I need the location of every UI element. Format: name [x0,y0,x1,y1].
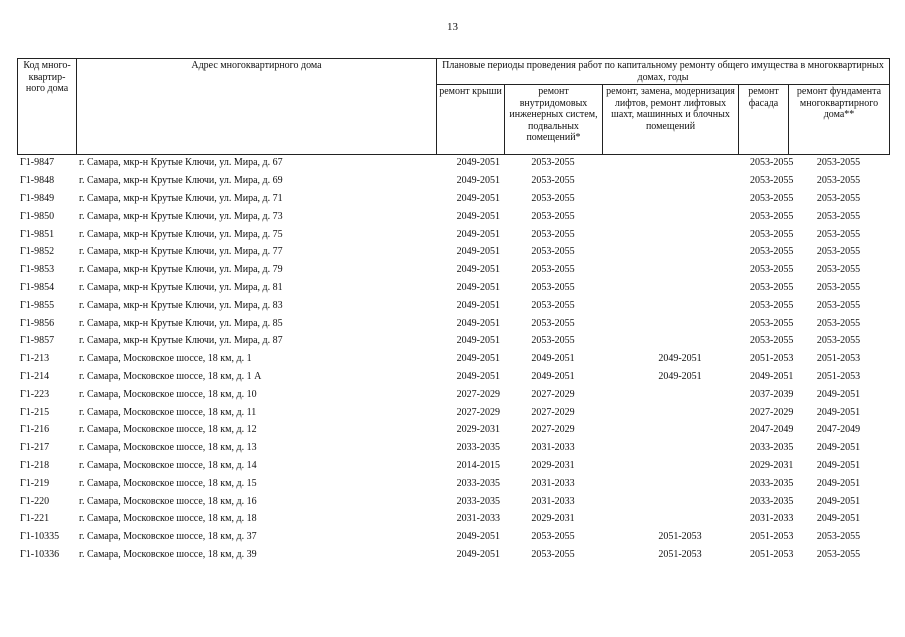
cell-facade: 2051-2053 [750,548,794,560]
cell-systems: 2027-2029 [531,424,575,436]
cell-foundation: 2053-2055 [816,175,861,187]
cell-code: Г1-9851 [20,228,55,240]
cell-systems: 2053-2055 [531,548,575,560]
cell-address: г. Самара, Московское шоссе, 18 км, д. 18 [79,513,257,525]
cell-lifts: 2049-2051 [658,370,702,382]
cell-code: Г1-215 [20,406,50,418]
cell-address: г. Самара, Московское шоссе, 18 км, д. 39 [79,548,257,560]
cell-facade: 2053-2055 [750,299,794,311]
table-row [17,439,889,457]
cell-roof: 2033-2035 [456,442,500,454]
cell-foundation: 2053-2055 [816,281,861,293]
table-row [17,457,889,475]
cell-roof: 2049-2051 [456,299,500,311]
cell-systems: 2031-2033 [531,495,575,507]
page-number: 13 [447,21,458,33]
cell-address: г. Самара, Московское шоссе, 18 км, д. 12 [79,424,257,436]
header-address: Адрес многоквартирного дома [76,58,437,155]
cell-facade: 2027-2029 [750,406,794,418]
header-facade: ремонт фасада [738,84,789,155]
table-row [17,154,889,172]
cell-code: Г1-9855 [20,299,55,311]
header-foundation: ремонт фундамента многоквартирного дома** [788,84,890,155]
cell-facade: 2033-2035 [750,495,794,507]
cell-roof: 2049-2051 [456,317,500,329]
cell-code: Г1-218 [20,459,50,471]
cell-address: г. Самара, мкр-н Крутые Ключи, ул. Мира, д. 85 [79,317,283,329]
cell-code: Г1-219 [20,477,50,489]
cell-facade: 2053-2055 [750,246,794,258]
cell-systems: 2053-2055 [531,228,575,240]
cell-foundation: 2053-2055 [816,157,861,169]
table-row [17,279,889,297]
cell-facade: 2031-2033 [750,513,794,525]
cell-systems: 2031-2033 [531,442,575,454]
cell-code: Г1-214 [20,370,50,382]
cell-roof: 2049-2051 [456,228,500,240]
table-row [17,350,889,368]
table-row [17,190,889,208]
cell-code: Г1-9849 [20,192,55,204]
cell-roof: 2049-2051 [456,353,500,365]
cell-roof: 2033-2035 [456,495,500,507]
cell-foundation: 2051-2053 [816,370,861,382]
table-row [17,510,889,528]
cell-lifts: 2051-2053 [658,548,702,560]
cell-facade: 2051-2053 [750,353,794,365]
cell-foundation: 2047-2049 [816,424,861,436]
cell-foundation: 2053-2055 [816,192,861,204]
cell-address: г. Самара, Московское шоссе, 18 км, д. 1 А [79,370,262,382]
cell-foundation: 2053-2055 [816,264,861,276]
cell-address: г. Самара, мкр-н Крутые Ключи, ул. Мира, д. 79 [79,264,283,276]
cell-roof: 2049-2051 [456,210,500,222]
cell-foundation: 2053-2055 [816,548,861,560]
cell-code: Г1-9853 [20,264,55,276]
cell-address: г. Самара, мкр-н Крутые Ключи, ул. Мира, д. 77 [79,246,283,258]
cell-facade: 2053-2055 [750,175,794,187]
cell-facade: 2053-2055 [750,157,794,169]
cell-address: г. Самара, Московское шоссе, 18 км, д. 15 [79,477,257,489]
cell-foundation: 2049-2051 [816,459,861,471]
cell-foundation: 2053-2055 [816,210,861,222]
cell-facade: 2053-2055 [750,335,794,347]
table-row [17,296,889,314]
table-row [17,225,889,243]
cell-code: Г1-216 [20,424,50,436]
cell-foundation: 2049-2051 [816,495,861,507]
cell-address: г. Самара, мкр-н Крутые Ключи, ул. Мира, д. 83 [79,299,283,311]
table-row [17,492,889,510]
header-systems: ремонт внутридомовых инженерных систем, подвальных помещений* [504,84,603,155]
cell-address: г. Самара, Московское шоссе, 18 км, д. 37 [79,531,257,543]
cell-code: Г1-217 [20,442,50,454]
cell-address: г. Самара, мкр-н Крутые Ключи, ул. Мира, д. 73 [79,210,283,222]
table-row [17,243,889,261]
cell-code: Г1-213 [20,353,50,365]
cell-roof: 2049-2051 [456,246,500,258]
cell-foundation: 2049-2051 [816,477,861,489]
cell-systems: 2053-2055 [531,192,575,204]
cell-systems: 2053-2055 [531,335,575,347]
table-row [17,546,889,564]
cell-code: Г1-10336 [20,548,60,560]
cell-roof: 2049-2051 [456,264,500,276]
header-code: Код много-квартир-ного дома [17,58,77,155]
cell-address: г. Самара, мкр-н Крутые Ключи, ул. Мира, д. 87 [79,335,283,347]
cell-roof: 2031-2033 [456,513,500,525]
cell-foundation: 2051-2053 [816,353,861,365]
cell-lifts: 2049-2051 [658,353,702,365]
cell-address: г. Самара, мкр-н Крутые Ключи, ул. Мира, д. 75 [79,228,283,240]
cell-systems: 2053-2055 [531,299,575,311]
cell-foundation: 2053-2055 [816,246,861,258]
cell-foundation: 2049-2051 [816,513,861,525]
cell-systems: 2029-2031 [531,459,575,471]
cell-systems: 2049-2051 [531,370,575,382]
cell-roof: 2049-2051 [456,281,500,293]
cell-systems: 2053-2055 [531,210,575,222]
cell-code: Г1-9847 [20,157,55,169]
cell-code: Г1-223 [20,388,50,400]
cell-facade: 2033-2035 [750,442,794,454]
table-body [17,154,889,563]
cell-code: Г1-9856 [20,317,55,329]
cell-address: г. Самара, мкр-н Крутые Ключи, ул. Мира, д. 81 [79,281,283,293]
cell-systems: 2027-2029 [531,388,575,400]
cell-code: Г1-221 [20,513,50,525]
cell-systems: 2053-2055 [531,175,575,187]
cell-address: г. Самара, Московское шоссе, 18 км, д. 11 [79,406,257,418]
repair-schedule-table [17,58,889,563]
cell-facade: 2037-2039 [750,388,794,400]
cell-facade: 2033-2035 [750,477,794,489]
cell-roof: 2014-2015 [456,459,500,471]
cell-roof: 2049-2051 [456,531,500,543]
table-row [17,261,889,279]
cell-systems: 2053-2055 [531,531,575,543]
cell-systems: 2053-2055 [531,281,575,293]
cell-systems: 2027-2029 [531,406,575,418]
cell-facade: 2051-2053 [750,531,794,543]
cell-address: г. Самара, Московское шоссе, 18 км, д. 10 [79,388,257,400]
cell-roof: 2033-2035 [456,477,500,489]
cell-code: Г1-10335 [20,531,60,543]
cell-foundation: 2053-2055 [816,531,861,543]
cell-systems: 2053-2055 [531,246,575,258]
cell-roof: 2049-2051 [456,157,500,169]
table-row [17,332,889,350]
cell-foundation: 2049-2051 [816,388,861,400]
cell-facade: 2053-2055 [750,228,794,240]
cell-facade: 2053-2055 [750,317,794,329]
cell-address: г. Самара, мкр-н Крутые Ключи, ул. Мира, д. 67 [79,157,283,169]
cell-roof: 2049-2051 [456,548,500,560]
cell-roof: 2029-2031 [456,424,500,436]
cell-systems: 2049-2051 [531,353,575,365]
cell-code: Г1-9854 [20,281,55,293]
table-row [17,368,889,386]
cell-lifts: 2051-2053 [658,531,702,543]
cell-foundation: 2053-2055 [816,228,861,240]
cell-code: Г1-9848 [20,175,55,187]
cell-roof: 2027-2029 [456,406,500,418]
cell-address: г. Самара, мкр-н Крутые Ключи, ул. Мира, д. 69 [79,175,283,187]
cell-address: г. Самара, Московское шоссе, 18 км, д. 16 [79,495,257,507]
cell-roof: 2049-2051 [456,192,500,204]
table-row [17,172,889,190]
cell-facade: 2047-2049 [750,424,794,436]
cell-systems: 2031-2033 [531,477,575,489]
cell-foundation: 2053-2055 [816,335,861,347]
cell-facade: 2049-2051 [750,370,794,382]
header-lifts: ремонт, замена, модернизация лифтов, ремонт лифтовых шахт, машинных и блочных помещений [602,84,739,155]
cell-foundation: 2053-2055 [816,317,861,329]
header-planned-periods: Плановые периоды проведения работ по капитальному ремонту общего имущества в многоквартирных домах, годы [436,58,890,85]
cell-foundation: 2053-2055 [816,299,861,311]
table-row [17,385,889,403]
cell-code: Г1-9857 [20,335,55,347]
table-row [17,314,889,332]
table-row [17,528,889,546]
cell-code: Г1-220 [20,495,50,507]
cell-roof: 2049-2051 [456,370,500,382]
cell-roof: 2049-2051 [456,335,500,347]
cell-code: Г1-9852 [20,246,55,258]
cell-systems: 2053-2055 [531,157,575,169]
cell-facade: 2053-2055 [750,210,794,222]
cell-address: г. Самара, Московское шоссе, 18 км, д. 13 [79,442,257,454]
cell-foundation: 2049-2051 [816,406,861,418]
header-roof: ремонт крыши [436,84,505,155]
cell-systems: 2029-2031 [531,513,575,525]
cell-address: г. Самара, мкр-н Крутые Ключи, ул. Мира, д. 71 [79,192,283,204]
cell-facade: 2053-2055 [750,281,794,293]
cell-facade: 2029-2031 [750,459,794,471]
cell-systems: 2053-2055 [531,317,575,329]
cell-facade: 2053-2055 [750,264,794,276]
table-row [17,474,889,492]
cell-address: г. Самара, Московское шоссе, 18 км, д. 14 [79,459,257,471]
cell-foundation: 2049-2051 [816,442,861,454]
cell-systems: 2053-2055 [531,264,575,276]
cell-roof: 2049-2051 [456,175,500,187]
cell-address: г. Самара, Московское шоссе, 18 км, д. 1 [79,353,252,365]
table-row [17,421,889,439]
cell-code: Г1-9850 [20,210,55,222]
table-header [17,58,889,154]
cell-roof: 2027-2029 [456,388,500,400]
cell-facade: 2053-2055 [750,192,794,204]
table-row [17,207,889,225]
table-row [17,403,889,421]
